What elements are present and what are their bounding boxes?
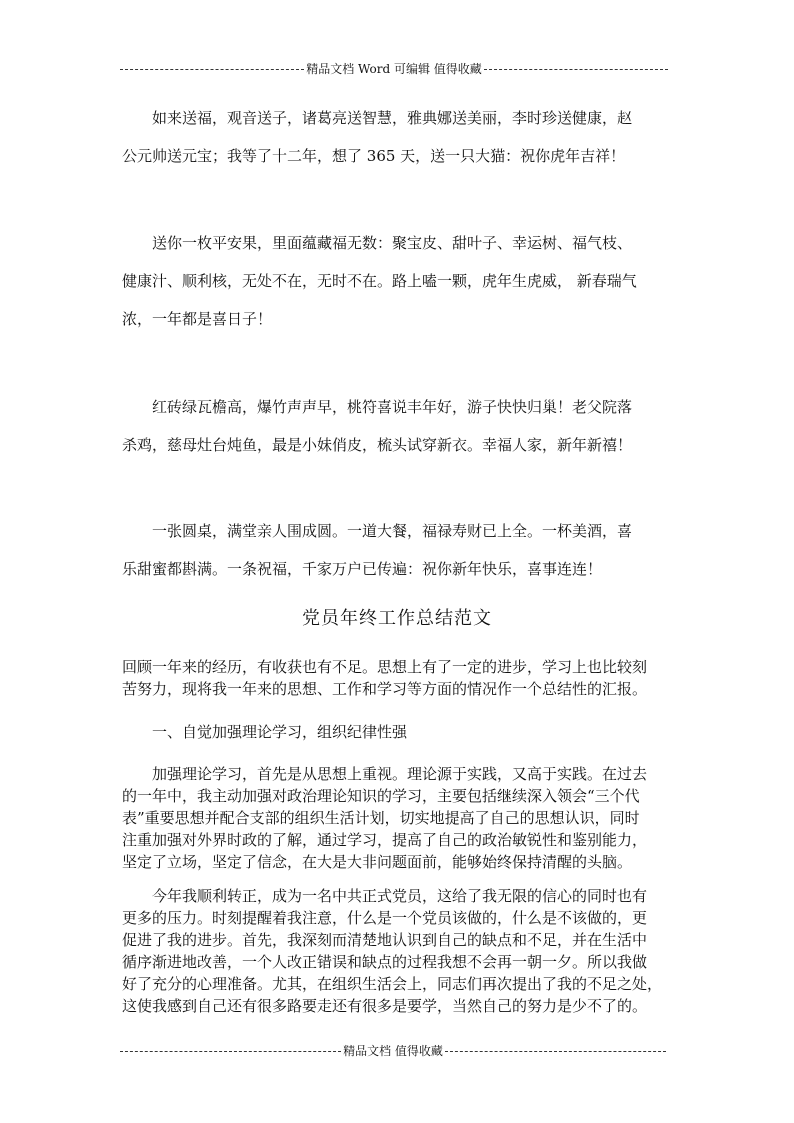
article-section-heading (122, 721, 680, 743)
paragraph-line: 一张圆桌，满堂亲人围成圆。一道大餐，福禄寿财已上全。一杯美酒，喜 (122, 522, 633, 540)
article-paragraph-membership (122, 885, 680, 1017)
header-dashed-line-left (120, 69, 304, 70)
greeting-paragraph-1 (122, 99, 682, 175)
footer-dashed-line-left (120, 1051, 341, 1052)
paragraph-line: 这使我感到自己还有很多路要走还有很多是要学，当然自己的努力是少不了的。 (122, 997, 648, 1015)
paragraph-line: 健康汁、顺利核，无处不在，无时不在。路上嗑一颗，虎年生虎威， 新春瑞气 (122, 272, 637, 290)
footer-dashed-line-right (445, 1051, 666, 1052)
paragraph-line: 注重加强对外界时政的了解，通过学习，提高了自己的政治敏锐性和鉴别能力， (122, 831, 648, 849)
paragraph-line: 红砖绿瓦檐高，爆竹声声早，桃符喜说丰年好，游子快快归巢！老父院落 (122, 398, 633, 416)
paragraph-line: 乐甜蜜都斟满。一条祝福，千家万户已传遍：祝你新年快乐，喜事连连！ (122, 560, 603, 578)
greeting-paragraph-3 (122, 388, 682, 464)
paragraph-line: 苦努力，现将我一年来的思想、工作和学习等方面的情况作一个总结性的汇报。 (122, 680, 648, 698)
footer-text: 精品文档 值得收藏 (343, 1043, 443, 1058)
header-text: 精品文档 Word 可编辑 值得收藏 (306, 61, 482, 76)
article-title: 党员年终工作总结范文 (302, 608, 492, 629)
paragraph-line: 杀鸡，慈母灶台炖鱼，最是小妹俏皮，梳头试穿新衣。幸福人家，新年新禧！ (122, 436, 633, 454)
paragraph-line: 循序渐进地改善，一个人改正错误和缺点的过程我想不会再一朝一夕。所以我做 (122, 953, 648, 971)
paragraph-line: 表”重要思想并配合支部的组织生活计划，切实地提高了自己的思想认识，同时 (122, 809, 640, 827)
paragraph-line: 今年我顺利转正，成为一名中共正式党员，这给了我无限的信心的同时也有 (122, 887, 648, 905)
paragraph-line: 坚定了立场，坚定了信念，在大是大非问题面前，能够始终保持清醒的头脑。 (122, 853, 633, 871)
article-paragraph-study (122, 763, 680, 873)
paragraph-line: 加强理论学习，首先是从思想上重视。理论源于实践，又高于实践。在过去 (122, 765, 648, 783)
greeting-paragraph-4 (122, 512, 682, 588)
paragraph-line: 更多的压力。时刻提醒着我注意，什么是一个党员该做的，什么是不该做的，更 (122, 909, 648, 927)
page-footer (120, 1042, 666, 1058)
paragraph-line: 浓，一年都是喜日子！ (122, 310, 273, 328)
header-dashed-line-right (484, 69, 668, 70)
greeting-paragraph-2 (122, 224, 682, 338)
paragraph-line: 好了充分的心理准备。尤其，在组织生活会上，同志们再次提出了我的不足之处， (122, 975, 663, 993)
section-heading-line: 一、自觉加强理论学习，组织纪律性强 (122, 723, 408, 741)
article-paragraph-intro (122, 656, 680, 700)
paragraph-line: 如来送福，观音送子，诸葛亮送智慧，雅典娜送美丽，李时珍送健康，赵 (122, 109, 633, 127)
paragraph-line: 回顾一年来的经历，有收获也有不足。思想上有了一定的进步，学习上也比较刻 (122, 658, 648, 676)
page-header (120, 60, 668, 76)
paragraph-line: 送你一枚平安果，里面蕴藏福无数：聚宝皮、甜叶子、幸运树、福气枝、 (122, 234, 633, 252)
paragraph-line: 公元帅送元宝；我等了十二年，想了 365 天，送一只大猫：祝你虎年吉祥！ (122, 147, 626, 165)
paragraph-line: 促进了我的进步。首先，我深刻而清楚地认识到自己的缺点和不足，并在生活中 (122, 931, 648, 949)
paragraph-line: 的一年中，我主动加强对政治理论知识的学习，主要包括继续深入领会“三个代 (122, 787, 640, 805)
